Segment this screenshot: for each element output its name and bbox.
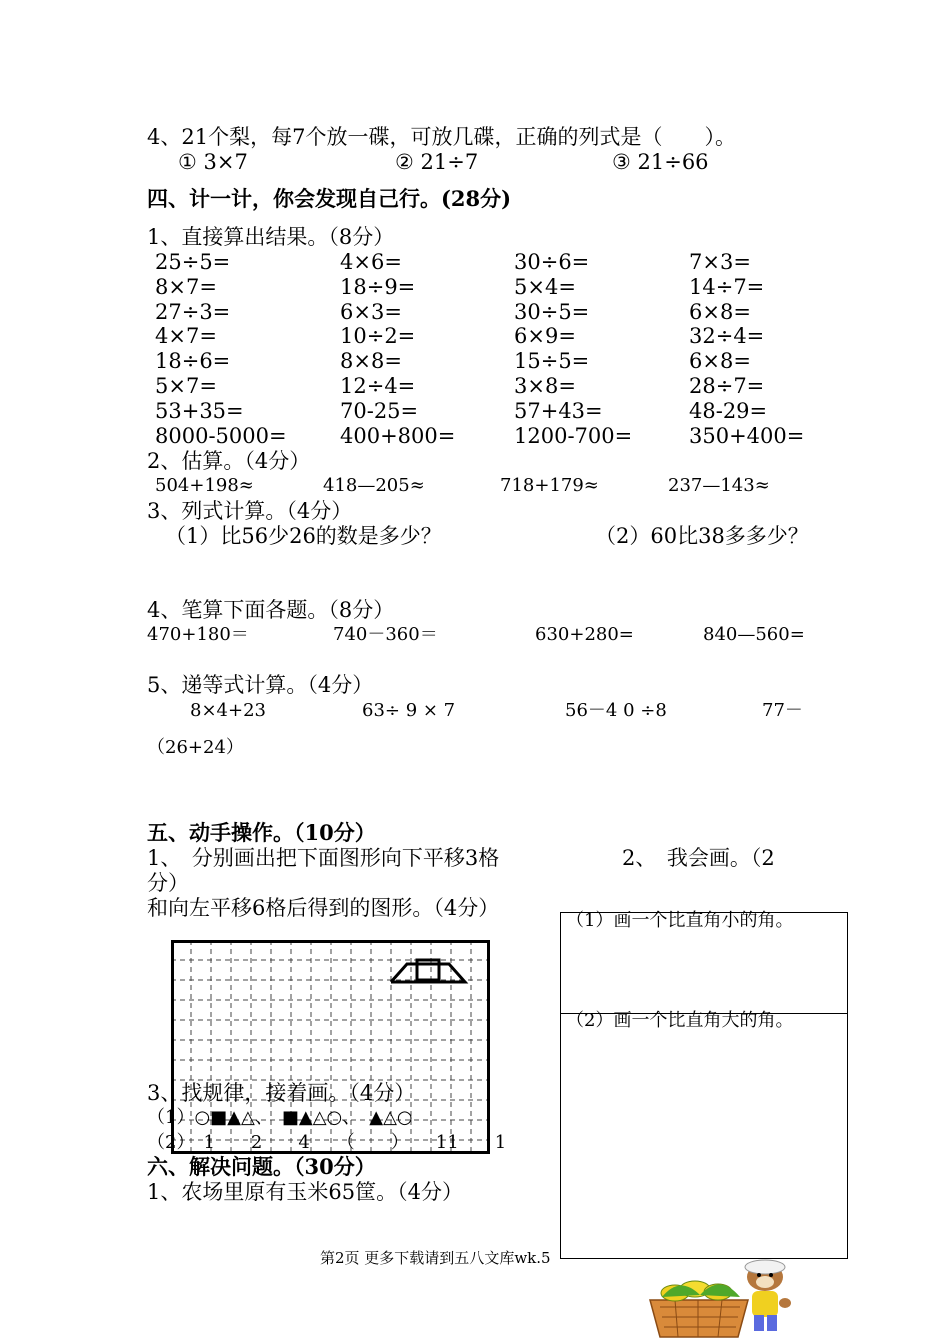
calc-cell: 3×8= [514,374,576,398]
calc-cell: 6×8= [689,349,751,373]
calc-cell: 28÷7= [689,374,765,398]
stepwise-3: 56－4 0 ÷8 [565,700,667,721]
section-6-q1: 1、农场里原有玉米65筐。（4分） [147,1180,463,1204]
estimate-2: 418—205≈ [323,475,425,496]
sub-3-title: 3、列式计算。（4分） [147,499,353,523]
bear-mascot-icon [745,1260,791,1331]
calc-cell: 7×3= [689,250,751,274]
corn-basket-icon [650,1281,748,1337]
estimate-3: 718+179≈ [500,475,599,496]
word-problem-1: （1）比56少26的数是多少？ [165,524,442,548]
word-problem-2: （2）60比38多多少？ [595,524,809,548]
draw-box-2[interactable] [560,1013,848,1259]
calc-cell: 30÷6= [514,250,590,274]
written-4: 840—560= [703,624,805,645]
calc-cell: 8000-5000= [155,424,287,448]
option-3: ③ 21÷66 [612,150,709,174]
calc-cell: 4×6= [340,250,402,274]
calc-cell: 53+35= [155,399,244,423]
stepwise-2: 63÷ 9 × 7 [362,700,456,721]
calc-cell: 350+400= [689,424,805,448]
sub-2-title: 2、估算。（4分） [147,449,311,473]
calc-cell: 15÷5= [514,349,590,373]
calc-cell: 12÷4= [340,374,416,398]
pattern-1: （1）○■▲△、 ■▲△○、 ▲△○ [147,1107,413,1128]
estimate-4: 237—143≈ [668,475,770,496]
calc-cell: 32÷4= [689,324,765,348]
calc-cell: 1200-700= [514,424,633,448]
sub-5-title: 5、递等式计算。（4分） [147,673,374,697]
q3-title: 3、找规律，接着画。（4分） [147,1081,416,1105]
calc-cell: 25÷5= [155,250,231,274]
written-1: 470+180＝ [147,624,249,645]
sub-4-title: 4、笔算下面各题。（8分） [147,598,395,622]
calc-cell: 5×7= [155,374,217,398]
calc-cell: 5×4= [514,275,576,299]
written-3: 630+280= [535,624,634,645]
stepwise-1: 8×4+23 [190,700,266,721]
calc-cell: 6×3= [340,300,402,324]
written-2: 740－360＝ [333,624,438,645]
shape-figure [391,960,465,982]
mascot-illustration [640,1255,800,1340]
calc-cell: 18÷6= [155,349,231,373]
page-footer: 第2页 更多下载请到五八文库wk.5 [320,1249,551,1267]
calc-cell: 14÷7= [689,275,765,299]
option-1: ① 3×7 [178,150,248,174]
section-4-title: 四、计一计，你会发现自己行。(28分) [147,186,512,211]
calc-cell: 6×8= [689,300,751,324]
draw-box-2-label: （2）画一个比直角大的角。 [566,1010,794,1031]
calc-cell: 30÷5= [514,300,590,324]
calc-cell: 4×7= [155,324,217,348]
calc-cell: 70-25= [340,399,419,423]
calc-cell: 8×8= [340,349,402,373]
calc-cell: 48-29= [689,399,768,423]
calc-cell: 400+800= [340,424,456,448]
calc-cell: 10÷2= [340,324,416,348]
section-5-title: 五、动手操作。（10分） [147,820,376,845]
calc-cell: 27÷3= [155,300,231,324]
stepwise-4-cont: （26+24） [147,737,244,758]
question-4: 4、21个梨，每7个放一碟，可放几碟，正确的列式是（ ）。 [147,125,736,149]
option-2: ② 21÷7 [395,150,479,174]
estimate-1: 504+198≈ [155,475,254,496]
calc-cell: 8×7= [155,275,217,299]
stepwise-4: 77－ [762,700,803,721]
q2-line2: 分） [147,871,189,895]
sub-1-title: 1、直接算出结果。（8分） [147,225,395,249]
q1-line1: 1、 分别画出把下面图形向下平移3格 [147,846,500,870]
calc-cell: 18÷9= [340,275,416,299]
calc-cell: 57+43= [514,399,603,423]
section-6-title: 六、解决问题。（30分） [147,1154,376,1179]
calc-cell: 6×9= [514,324,576,348]
q2-line1: 2、 我会画。（2 [622,846,775,870]
q1-line2: 和向左平移6格后得到的图形。（4分） [147,896,500,920]
pattern-2: （2） 1 2 4 （ ） 11 1 [147,1132,507,1153]
draw-box-1-label: （1）画一个比直角小的角。 [566,910,794,931]
